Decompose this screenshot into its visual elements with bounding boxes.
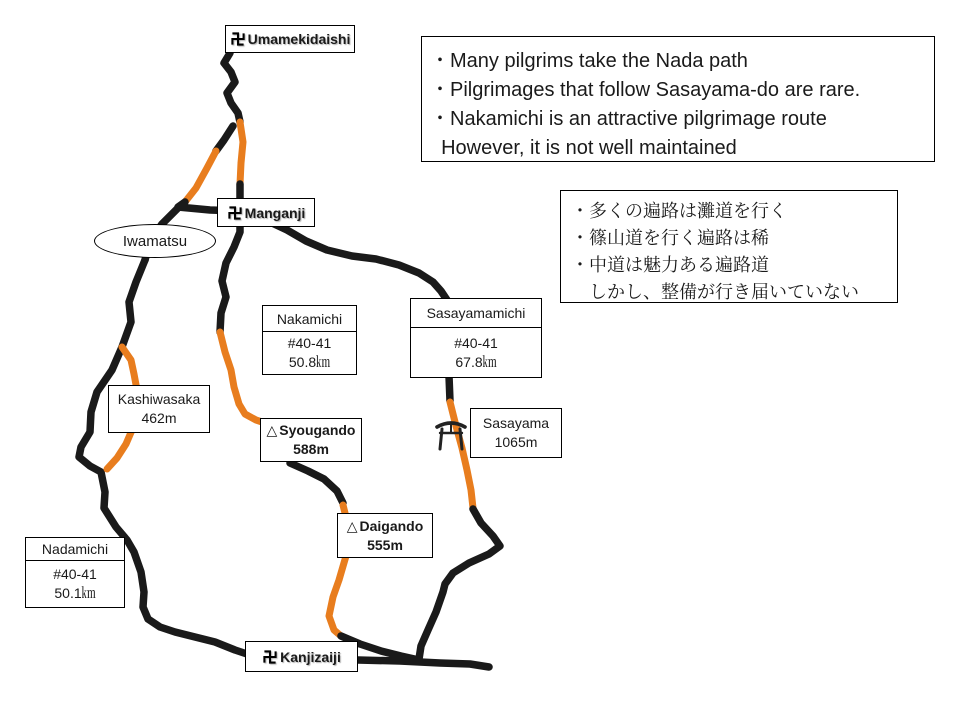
peak-elevation: 555m [367,536,403,553]
route-temples: #40-41 [287,335,332,351]
route-box-sasayamamichi [410,298,542,378]
route-title: Nadamichi [26,538,124,561]
peak-elevation: 588m [293,441,329,457]
note-line: ・中道は魅力ある遍路道 [571,255,769,275]
note-line: しかし、整備が行き届いていない [571,282,859,302]
route-temples: #40-41 [53,566,97,582]
place-ellipse-iwamatsu [94,224,216,258]
mountain-triangle-icon: △ [266,422,278,438]
note-line: ・篠山道を行く遍路は稀 [571,228,769,248]
route-temples: #40-41 [454,334,498,351]
mountain-triangle-icon: △ [346,517,358,534]
road-nakamichi-highlight-1 [220,332,268,424]
temple-label-manganji [217,198,315,227]
peak-name: Sasayama [482,415,550,431]
road-left-branch-highlight [185,151,216,202]
place-name: Iwamatsu [122,232,188,250]
temple-label-kanjizaiji [245,641,358,672]
temple-label-umamekidaishi [225,25,355,53]
route-distance: 50.1㎞ [54,585,96,601]
torii-icon [437,423,465,449]
peak-elevation: 1065m [494,434,538,450]
peak-elevation: 462m [141,410,177,426]
notes-box-english [421,36,935,162]
route-distance: 67.8㎞ [455,353,497,370]
manji-icon [262,649,278,665]
peak-box-sasayama [470,408,562,458]
peak-name-row [266,421,355,440]
peak-name: Daigando [359,517,424,534]
route-title: Sasayamamichi [411,299,541,328]
route-title: Nakamichi [263,306,356,332]
peak-box-syougando [260,418,362,462]
temple-name: Manganji [244,204,306,221]
note-line: ・Nakamichi is an attractive pilgrimage route [430,108,827,130]
road-manganji-branch-highlight [240,122,243,184]
peak-box-kashiwasaka [108,385,210,433]
route-box-nakamichi [262,305,357,375]
temple-name: Umamekidaishi [247,31,351,47]
notes-box-japanese [560,190,898,303]
peak-name-row [347,517,424,536]
route-box-nadamichi [25,537,125,608]
road-umamekidaishi-south [224,53,240,122]
manji-icon [230,31,246,47]
road-nakamichi-mid [290,463,343,503]
peak-box-daigando [337,513,433,558]
peak-name: Syougando [279,422,356,438]
note-line: ・Many pilgrims take the Nada path [430,50,748,72]
note-line: However, it is not well maintained [430,137,737,159]
road-left-branch [216,126,233,151]
temple-name: Kanjizaiji [280,648,341,665]
peak-name: Kashiwasaka [117,391,201,407]
note-line: ・多くの遍路は灘道を行く [571,201,787,221]
note-line: ・Pilgrimages that follow Sasayama-do are rare. [430,79,861,101]
manji-icon [227,205,243,221]
road-nakamichi-upper [220,212,240,332]
route-distance: 50.8㎞ [288,354,331,370]
road-sasayamamichi-stub [449,376,450,401]
road-sasayamamichi-east [252,215,447,300]
